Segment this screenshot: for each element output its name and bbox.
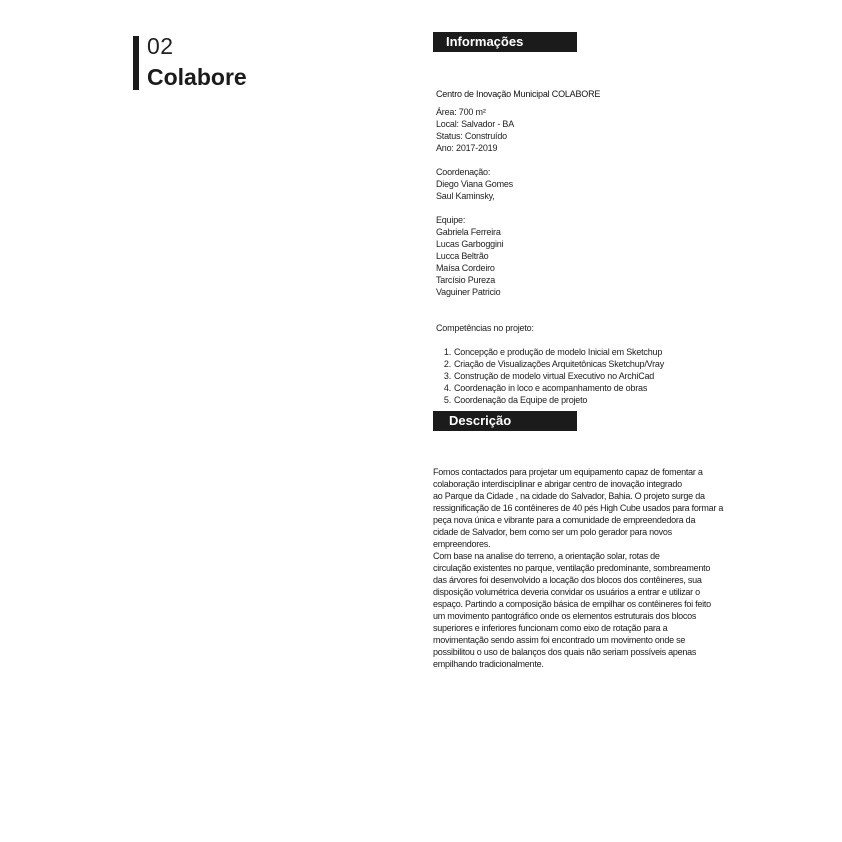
description-line: um movimento pantográfico onde os elementos estruturais dos blocos (433, 611, 697, 621)
info-area: Área: 700 m² (436, 107, 486, 117)
info-details (436, 106, 514, 154)
team-label: Equipe: (436, 215, 466, 225)
description-line: colaboração interdisciplinar e abrigar centro de inovação integrado (433, 479, 682, 489)
list-text: Construção de modelo virtual Executivo no ArchiCad (454, 371, 655, 381)
list-item (436, 346, 664, 358)
competencies-label: Competências no projeto: (436, 323, 534, 333)
team-block (436, 214, 503, 298)
description-line: circulação existentes no parque, ventilação predominante, sombreamento (433, 563, 711, 573)
description-line: disposição volumétrica deveria convidar os usuários a entrar e utilizar o (433, 587, 700, 597)
team-member: Maísa Cordeiro (436, 263, 495, 273)
description-line: empreendores. (433, 539, 491, 549)
project-number: 02 (147, 33, 174, 59)
description-header: Descrição (433, 411, 577, 431)
description-line: superiores e inferiores funcionam como eixo de rotação para a (433, 623, 668, 633)
list-item (436, 358, 664, 370)
list-text: Coordenação da Equipe de projeto (454, 395, 588, 405)
list-item (436, 382, 664, 394)
accent-bar (133, 36, 139, 90)
list-number: 1. (443, 347, 451, 357)
competencies-list (436, 346, 664, 406)
coordination-label: Coordenação: (436, 167, 491, 177)
list-text: Concepção e produção de modelo Inicial em Sketchup (454, 347, 663, 357)
team-member: Lucca Beltrão (436, 251, 489, 261)
list-text: Coordenação in loco e acompanhamento de obras (454, 383, 648, 393)
info-status: Status: Construído (436, 131, 507, 141)
coordinator-name: Saul Kaminsky, (436, 191, 495, 201)
description-line: cidade de Salvador, bem como ser um polo gerador para novos (433, 527, 672, 537)
description-line: empilhando tradicionalmente. (433, 659, 544, 669)
description-line: peça nova única e vibrante para a comunidade de empreendedora da (433, 515, 696, 525)
team-member: Gabriela Ferreira (436, 227, 501, 237)
description-line: Fomos contactados para projetar um equipamento capaz de fomentar a (433, 467, 703, 477)
team-member: Lucas Garboggini (436, 239, 504, 249)
info-location: Local: Salvador - BA (436, 119, 515, 129)
team-member: Vaguiner Patricio (436, 287, 501, 297)
list-number: 5. (443, 395, 451, 405)
list-text: Criação de Visualizações Arquitetônicas Sketchup/Vray (454, 359, 665, 369)
description-line: ao Parque da Cidade , na cidade do Salvador, Bahia. O projeto surge da (433, 491, 705, 501)
list-number: 2. (443, 359, 451, 369)
project-title: Colabore (147, 64, 247, 90)
coordination-block (436, 166, 513, 202)
description-line: espaço. Partindo a composição básica de empilhar os contêineres foi feito (433, 599, 711, 609)
description-line: possibilitou o uso de balanços dos quais não seriam possíveis apenas (433, 647, 697, 657)
info-year: Ano: 2017-2019 (436, 143, 498, 153)
description-line: das árvores foi desenvolvido a locação dos blocos dos contêineres, sua (433, 575, 702, 585)
list-number: 4. (443, 383, 451, 393)
description-line: Com base na analise do terreno, a orientação solar, rotas de (433, 551, 660, 561)
list-item (436, 370, 664, 382)
coordinator-name: Diego Viana Gomes (436, 179, 513, 189)
list-item (436, 394, 664, 406)
info-title: Centro de Inovação Municipal COLABORE (436, 89, 601, 99)
info-header: Informações (433, 32, 577, 52)
description-body (433, 466, 733, 670)
list-number: 3. (443, 371, 451, 381)
team-member: Tarcísio Pureza (436, 275, 496, 285)
description-line: ressignificação de 16 contêineres de 40 pés High Cube usados para formar a (433, 503, 724, 513)
description-line: movimentação sendo assim foi encontrado um movimento onde se (433, 635, 686, 645)
